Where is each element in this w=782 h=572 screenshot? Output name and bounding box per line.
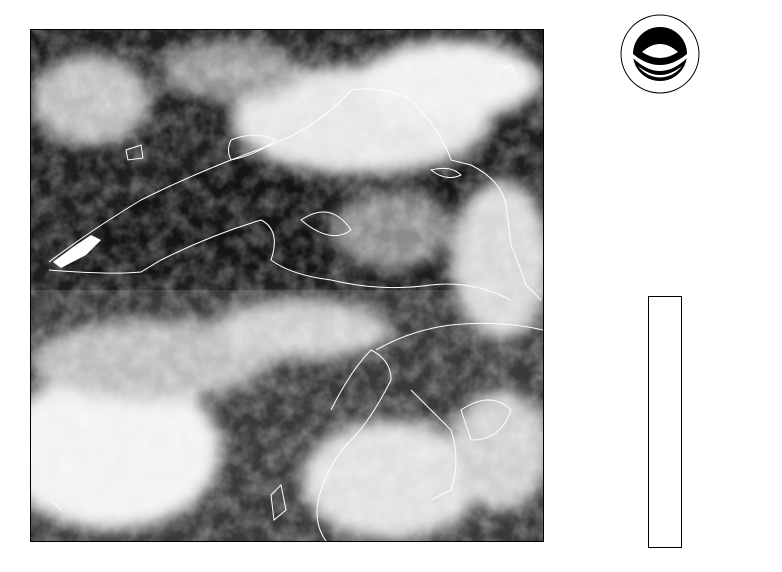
- cloud-imagery: [31, 30, 543, 541]
- colorbar-ticks: [682, 296, 742, 548]
- colorbar: [648, 296, 682, 548]
- satellite-image: [30, 29, 544, 542]
- noaa-logo-icon: [620, 14, 700, 94]
